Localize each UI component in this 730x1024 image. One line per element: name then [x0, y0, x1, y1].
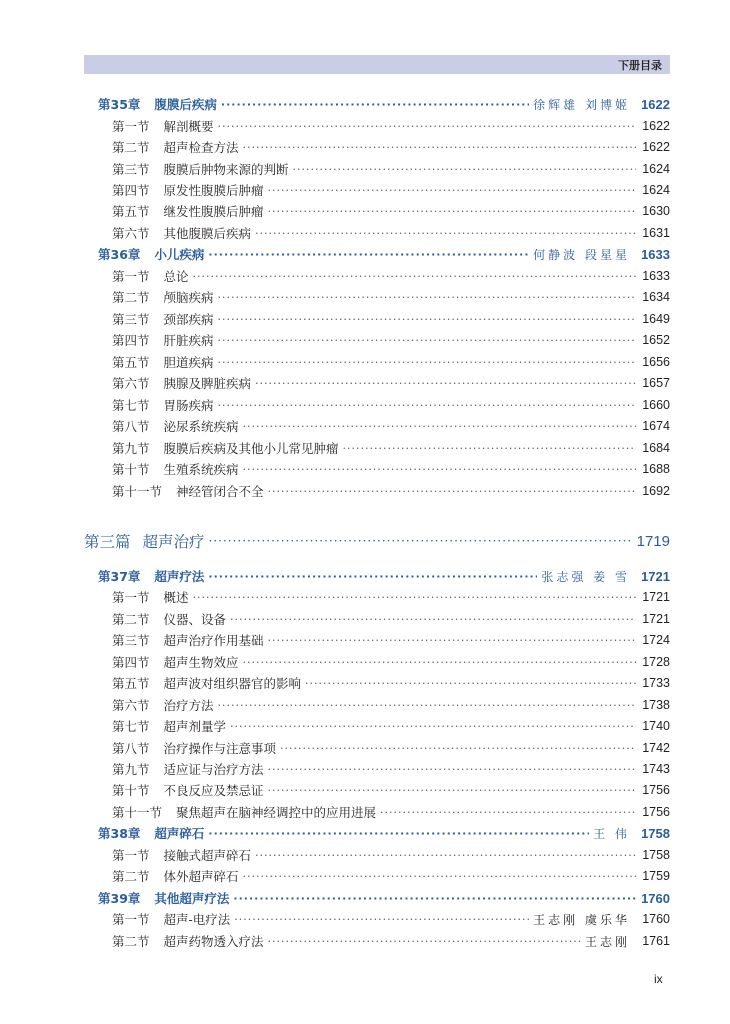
entry-page-number: 1758 [641, 825, 670, 841]
section-entry[interactable] [0, 695, 730, 715]
dot-leader [268, 935, 581, 948]
dot-leader [293, 163, 636, 176]
entry-label: 第三篇 [84, 533, 131, 551]
entry-page-number: 1758 [642, 848, 670, 862]
dot-leader [305, 677, 636, 690]
entry-label: 第二节 [112, 612, 150, 627]
dot-leader [255, 849, 636, 862]
entry-title: 超声检查方法 [163, 140, 239, 155]
entry-label: 第一节 [112, 269, 150, 284]
entry-label: 第四节 [112, 183, 150, 198]
part-entry[interactable] [0, 528, 730, 554]
entry-label: 第37章 [98, 569, 141, 584]
entry-title: 概述 [163, 590, 189, 605]
entry-page-number: 1657 [642, 376, 670, 390]
entry-label: 第四节 [112, 333, 150, 348]
entry-title: 治疗方法 [163, 698, 214, 713]
entry-page-number: 1624 [642, 162, 670, 176]
entry-title: 超声疗法 [154, 569, 205, 584]
entry-title: 原发性腹膜后肿瘤 [163, 183, 264, 198]
dot-leader [268, 784, 636, 797]
entry-label: 第二节 [112, 869, 150, 884]
section-entry[interactable] [0, 352, 730, 372]
entry-page-number: 1756 [642, 805, 670, 819]
entry-page-number: 1649 [642, 312, 670, 326]
entry-label: 第十一节 [112, 484, 163, 499]
dot-leader [218, 120, 636, 133]
entry-page-number: 1660 [642, 398, 670, 412]
section-entry[interactable] [0, 266, 730, 286]
entry-page-number: 1630 [642, 204, 670, 218]
section-entry[interactable] [0, 652, 730, 672]
dot-leader [280, 742, 636, 755]
section-entry[interactable] [0, 780, 730, 800]
entry-title: 体外超声碎石 [163, 869, 239, 884]
entry-title: 其他腹膜后疾病 [163, 226, 252, 241]
entry-authors: 王 伟 [593, 826, 630, 841]
entry-authors: 王志刚 [584, 934, 630, 949]
entry-label: 第二节 [112, 934, 150, 949]
entry-page-number: 1760 [641, 890, 670, 906]
entry-title: 胆道疾病 [163, 355, 214, 370]
entry-page-number: 1622 [642, 140, 670, 154]
section-entry[interactable] [0, 137, 730, 157]
dot-leader [218, 291, 636, 304]
entry-label: 第四节 [112, 655, 150, 670]
entry-title: 接触式超声碎石 [163, 848, 252, 863]
section-entry[interactable] [0, 373, 730, 393]
dot-leader [230, 613, 636, 626]
section-entry[interactable] [0, 866, 730, 886]
chapter-entry[interactable] [0, 888, 730, 908]
entry-title: 神经管闭合不全 [176, 484, 264, 499]
entry-title: 颅脑疾病 [163, 290, 214, 305]
dot-leader [243, 420, 636, 433]
dot-leader [233, 892, 636, 905]
dot-leader [193, 591, 636, 604]
entry-label: 第36章 [98, 247, 141, 262]
entry-page-number: 1728 [642, 655, 670, 669]
section-entry[interactable] [0, 481, 730, 501]
entry-title: 总论 [163, 269, 189, 284]
dot-leader [218, 334, 636, 347]
entry-page-number: 1631 [642, 226, 670, 240]
entry-label: 第八节 [112, 741, 150, 756]
section-entry[interactable] [0, 416, 730, 436]
entry-authors: 徐辉雄 刘博姬 [533, 97, 630, 112]
entry-title: 适应证与治疗方法 [163, 762, 264, 777]
entry-label: 第十一节 [112, 805, 163, 820]
dot-leader [255, 227, 636, 240]
dot-leader [221, 98, 529, 111]
chapter-entry[interactable] [0, 94, 730, 114]
dot-leader [218, 313, 636, 326]
entry-title: 超声治疗 [142, 533, 205, 551]
entry-page-number: 1724 [642, 633, 670, 647]
entry-title: 颈部疾病 [163, 312, 214, 327]
entry-page-number: 1738 [642, 698, 670, 712]
dot-leader [218, 356, 636, 369]
entry-label: 第二节 [112, 290, 150, 305]
entry-title: 胃肠疾病 [163, 398, 214, 413]
entry-page-number: 1760 [642, 912, 670, 926]
dot-leader [243, 870, 636, 883]
section-entry[interactable] [0, 309, 730, 329]
entry-title: 肝脏疾病 [163, 333, 214, 348]
entry-label: 第38章 [98, 826, 141, 841]
entry-page-number: 1652 [642, 333, 670, 347]
entry-label: 第七节 [112, 719, 150, 734]
section-entry[interactable] [0, 759, 730, 779]
entry-label: 第七节 [112, 398, 150, 413]
entry-page-number: 1761 [642, 934, 670, 948]
entry-page-number: 1688 [642, 462, 670, 476]
entry-label: 第十节 [112, 783, 150, 798]
section-entry[interactable] [0, 845, 730, 865]
entry-label: 第六节 [112, 376, 150, 391]
entry-label: 第十节 [112, 462, 150, 477]
dot-leader [208, 827, 589, 840]
entry-page-number: 1622 [641, 96, 670, 112]
entry-authors: 何静波 段星星 [533, 247, 630, 262]
section-entry[interactable] [0, 438, 730, 458]
section-entry[interactable] [0, 116, 730, 136]
dot-leader [218, 699, 636, 712]
page-number: ix [654, 972, 663, 986]
entry-page-number: 1674 [642, 419, 670, 433]
section-entry[interactable] [0, 223, 730, 243]
entry-label: 第一节 [112, 590, 150, 605]
entry-title: 小儿疾病 [154, 247, 205, 262]
entry-title: 治疗操作与注意事项 [163, 741, 277, 756]
dot-leader [243, 656, 636, 669]
entry-label: 第三节 [112, 162, 150, 177]
entry-label: 第三节 [112, 633, 150, 648]
section-entry[interactable] [0, 609, 730, 629]
section-entry[interactable] [0, 287, 730, 307]
entry-title: 腹膜后肿物来源的判断 [163, 162, 289, 177]
section-entry[interactable] [0, 587, 730, 607]
entry-page-number: 1733 [642, 676, 670, 690]
dot-leader [243, 463, 636, 476]
entry-label: 第39章 [98, 891, 141, 906]
header-title: 下册目录 [618, 59, 662, 72]
entry-page-number: 1743 [642, 762, 670, 776]
section-entry[interactable] [0, 738, 730, 758]
section-entry[interactable] [0, 673, 730, 693]
entry-page-number: 1656 [642, 355, 670, 369]
dot-leader [268, 184, 636, 197]
entry-label: 第九节 [112, 441, 150, 456]
dot-leader [268, 763, 636, 776]
dot-leader [208, 248, 529, 261]
header-bar [84, 55, 670, 74]
entry-title: 继发性腹膜后肿瘤 [163, 204, 264, 219]
entry-title: 生殖系统疾病 [163, 462, 239, 477]
entry-label: 第一节 [112, 912, 150, 927]
dot-leader [208, 570, 537, 583]
entry-authors: 王志刚 虞乐华 [533, 912, 630, 927]
section-entry[interactable] [0, 180, 730, 200]
entry-page-number: 1721 [641, 568, 670, 584]
entry-label: 第六节 [112, 698, 150, 713]
entry-page-number: 1759 [642, 869, 670, 883]
section-entry[interactable] [0, 630, 730, 650]
entry-title: 解剖概要 [163, 119, 214, 134]
entry-page-number: 1740 [642, 719, 670, 733]
section-entry[interactable] [0, 716, 730, 736]
entry-page-number: 1756 [642, 783, 670, 797]
dot-leader [343, 442, 636, 455]
chapter-entry[interactable] [0, 244, 730, 264]
entry-page-number: 1633 [642, 269, 670, 283]
entry-page-number: 1692 [642, 484, 670, 498]
dot-leader [255, 377, 636, 390]
entry-page-number: 1684 [642, 441, 670, 455]
entry-label: 第五节 [112, 355, 150, 370]
section-entry[interactable] [0, 330, 730, 350]
entry-title: 超声药物透入疗法 [163, 934, 264, 949]
dot-leader [268, 634, 636, 647]
entry-title: 超声-电疗法 [163, 912, 231, 927]
section-entry[interactable] [0, 909, 730, 929]
entry-label: 第五节 [112, 204, 150, 219]
entry-title: 仪器、设备 [163, 612, 227, 627]
section-entry[interactable] [0, 802, 730, 822]
entry-title: 其他超声疗法 [154, 891, 230, 906]
entry-label: 第一节 [112, 848, 150, 863]
chapter-entry[interactable] [0, 823, 730, 843]
entry-title: 超声波对组织器官的影响 [163, 676, 302, 691]
entry-label: 第35章 [98, 97, 141, 112]
entry-title: 超声碎石 [154, 826, 205, 841]
section-entry[interactable] [0, 459, 730, 479]
dot-leader [234, 913, 529, 926]
entry-label: 第三节 [112, 312, 150, 327]
chapter-entry[interactable] [0, 566, 730, 586]
dot-leader [193, 270, 636, 283]
dot-leader [230, 720, 636, 733]
entry-page-number: 1624 [642, 183, 670, 197]
dot-leader [268, 205, 636, 218]
entry-label: 第九节 [112, 762, 150, 777]
entry-page-number: 1721 [642, 590, 670, 604]
entry-page-number: 1633 [641, 246, 670, 262]
entry-authors: 张志强 姜 雪 [541, 569, 630, 584]
entry-title: 超声生物效应 [163, 655, 239, 670]
entry-label: 第一节 [112, 119, 150, 134]
entry-label: 第八节 [112, 419, 150, 434]
entry-label: 第五节 [112, 676, 150, 691]
dot-leader [209, 534, 632, 548]
entry-title: 泌尿系统疾病 [163, 419, 239, 434]
dot-leader [218, 399, 636, 412]
dot-leader [380, 806, 636, 819]
section-entry[interactable] [0, 395, 730, 415]
entry-title: 不良反应及禁忌证 [163, 783, 264, 798]
entry-page-number: 1721 [642, 612, 670, 626]
dot-leader [243, 141, 636, 154]
entry-title: 超声剂量学 [163, 719, 227, 734]
entry-label: 第二节 [112, 140, 150, 155]
entry-title: 腹膜后疾病 [154, 97, 217, 112]
entry-page-number: 1622 [642, 119, 670, 133]
section-entry[interactable] [0, 201, 730, 221]
entry-page-number: 1634 [642, 290, 670, 304]
entry-label: 第六节 [112, 226, 150, 241]
section-entry[interactable] [0, 931, 730, 951]
entry-title: 聚焦超声在脑神经调控中的应用进展 [176, 805, 377, 820]
dot-leader [268, 485, 636, 498]
entry-page-number: 1742 [642, 741, 670, 755]
section-entry[interactable] [0, 159, 730, 179]
entry-title: 胰腺及脾脏疾病 [163, 376, 252, 391]
entry-page-number: 1719 [636, 532, 670, 550]
entry-title: 腹膜后疾病及其他小儿常见肿瘤 [163, 441, 339, 456]
entry-title: 超声治疗作用基础 [163, 633, 264, 648]
